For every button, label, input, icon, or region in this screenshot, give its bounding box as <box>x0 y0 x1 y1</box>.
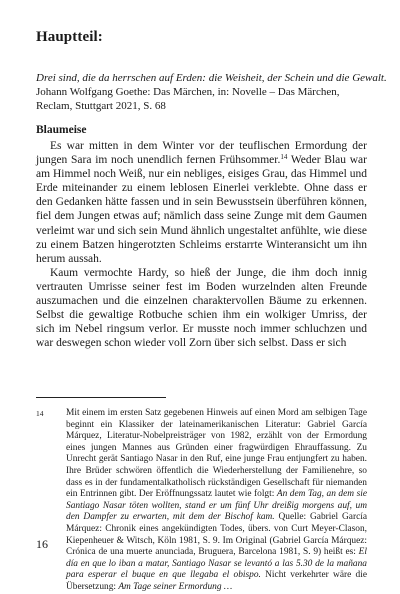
footnote-number: 14 <box>36 409 44 418</box>
paragraph-1-rest: Weder Blau war am Himmel noch Weiß, nur ein nebliges, eisiges Grau, das Himmel und Erde miteinander zu einem leblosen Einerlei verklebte. Ohne dass er den Gedanken hätte fassen und in sein Bewusstsein überführen können, fiel dem Jungen etwas auf; nämlich dass seine Zunge mit dem Gaumen verleimt war und sich sein Mund ähnlich ungestaltet anfühlte, wie diese zu einem Batzen hingerotzten Schleims erstarrte Winteransicht um ihn herum aussah. <box>36 154 367 265</box>
footnote-text <box>66 408 367 594</box>
page-number: 16 <box>36 537 48 551</box>
footnote-text-3: Nicht verkehrter wäre die Übersetzung: <box>66 570 367 592</box>
epigraph-source: Johann Wolfgang Goethe: Das Märchen, in: Novelle – Das Märchen, Reclam, Stuttgart 2021, S. 68 <box>36 86 340 112</box>
footnote-text-1: Mit einem im ersten Satz gegebenen Hinweis auf einen Mord am selbigen Tage beginnt ein Klassiker der lateinamerikanischen Literatur: Gabriel García Márquez, Literatur-Nobelpreisträger von 1982, erzählt von der Ermordung eines jungen Mannes aus Gründen einer fragwürdigen Ehrauffassung. Zu Unrecht gerät Santiago Nasar in den Ruf, eine junge Frau entjungfert zu haben. Ihre Brüder schwören öffentlich die Wiederherstellung der Familienehre, so dass es in der fundamentalkatholisch rückständigen Gesellschaft für niemanden ein Entrinnen gibt. Der Eröffnungssatz lautet wie folgt: <box>66 408 367 500</box>
footnote <box>36 408 367 594</box>
paragraph-1 <box>36 139 367 266</box>
footnote-quote-spanish: El día en que lo iban a matar, Santiago Nasar se levantó a las 5.30 de la mañana para esperar el buque en que llegaba el obispo. <box>66 547 367 581</box>
section-title: Blaumeise <box>36 124 87 136</box>
footnote-quote-german: An dem Tag, an dem sie Santiago Nasar töten wollten, stand er um fünf Uhr dreißig morgens auf, um den Dampfer zu erwarten, mit dem der Bischof kam. <box>66 489 367 523</box>
book-page <box>36 0 387 592</box>
paragraph-1-start: Es war mitten in dem Winter vor der teuflischen Ermordung der jungen Sara im noch unendlich fernen Frühsommer. <box>36 140 367 167</box>
epigraph-quote: Drei sind, die da herrschen auf Erden: die Weisheit, der Schein und die Gewalt. <box>36 72 387 84</box>
epigraph <box>36 71 387 113</box>
footnote-quote-alt: Am Tage seiner Ermordung … <box>118 581 233 592</box>
chapter-heading: Hauptteil: <box>36 29 103 45</box>
paragraph-2: Kaum vermochte Hardy, so hieß der Junge, die ihm doch innig vertrauten Umrisse seiner fest im Boden wurzelnden alten Freunde auszumachen und die einzelnen charaktervollen Bäume zu erkennen. Selbst die gewaltige Rotbuche schien ihm ein wolkiger Umriss, der sich im Nebel ringsum verlor. Er musste noch immer schluchzen und war deswegen schon wieder voll Zorn über sich selbst. Dass er sich <box>36 266 367 350</box>
footnote-text-2: Quelle: Gabriel García Márquez: Chronik eines angekündigten Todes, übers. von Curt Meyer-Clason, Kiepenheuer & Witsch, Köln 1981, S. 9. Im Original (Gabriel García Márquez: Crónica de una muerte anunciada, Bruguera, Barcelona 1981, S. 9) heißt es: <box>66 512 367 558</box>
footnote-divider <box>36 397 166 398</box>
body-text <box>36 139 367 350</box>
footnote-reference[interactable]: 14 <box>280 153 288 162</box>
